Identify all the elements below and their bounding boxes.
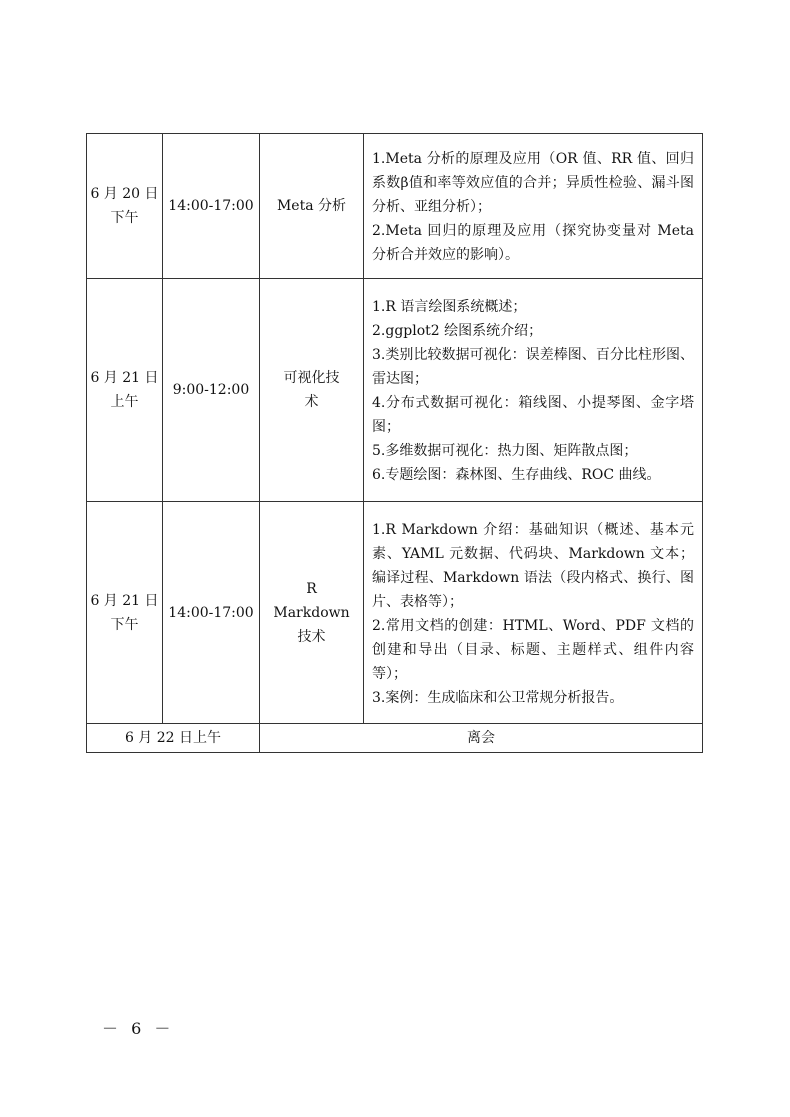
content-cell: 离会	[260, 724, 703, 753]
table-row	[87, 502, 703, 724]
date-cell	[87, 502, 163, 724]
date-cell	[87, 279, 163, 502]
content-item: 2.常用文档的创建：HTML、Word、PDF 文档的创建和导出（目录、标题、主题样式、组件内容等）；	[372, 617, 694, 682]
content-cell	[364, 279, 703, 502]
date-text: 6 月 20 日	[90, 186, 159, 202]
period-text: 下午	[110, 616, 139, 633]
date-text: 6 月 21 日	[90, 592, 159, 609]
content-item: 6.专题绘图：森林图、生存曲线、ROC 曲线。	[372, 467, 661, 483]
table-row	[87, 724, 703, 753]
content-item: 1.Meta 分析的原理及应用（OR 值、RR 值、回归系数β值和率等效应值的合并；异质性检验、漏斗图分析、亚组分析）；	[372, 151, 694, 215]
time-cell: 9:00-12:00	[163, 279, 260, 502]
time-cell: 14:00-17:00	[163, 134, 260, 279]
schedule-table	[86, 133, 703, 753]
table-row	[87, 279, 703, 502]
content-item: 5.多维数据可视化：热力图、矩阵散点图；	[372, 443, 638, 459]
content-item: 3.类别比较数据可视化：误差棒图、百分比柱形图、雷达图；	[372, 347, 694, 387]
content-item: 2.ggplot2 绘图系统介绍；	[372, 323, 543, 339]
content-item: 2.Meta 回归的原理及应用（探究协变量对 Meta 分析合并效应的影响）。	[372, 223, 694, 263]
topic-text: 技术	[297, 628, 326, 645]
topic-text: 术	[304, 394, 319, 410]
topic-text: 可视化技	[283, 370, 340, 386]
period-text: 下午	[110, 210, 139, 226]
topic-cell	[260, 502, 364, 724]
page-number: － 6 －	[102, 1019, 175, 1038]
content-item: 1.R Markdown 介绍：基础知识（概述、基本元素、YAML 元数据、代码块、Markdown 文本；编译过程、Markdown 语法（段内格式、换行、图片、表格等）；	[372, 521, 694, 610]
time-cell: 14:00-17:00	[163, 502, 260, 724]
content-cell	[364, 134, 703, 279]
content-item: 3.案例：生成临床和公卫常规分析报告。	[372, 689, 624, 706]
date-cell	[87, 134, 163, 279]
date-text: 6 月 21 日	[90, 370, 159, 386]
date-cell: 6 月 22 日上午	[87, 724, 260, 753]
topic-text: R	[306, 580, 317, 597]
content-item: 1.R 语言绘图系统概述；	[372, 299, 527, 315]
topic-cell	[260, 134, 364, 279]
content-item: 4.分布式数据可视化：箱线图、小提琴图、金字塔图；	[372, 395, 694, 435]
topic-text: Markdown	[273, 604, 350, 621]
table-row	[87, 134, 703, 279]
content-cell	[364, 502, 703, 724]
topic-cell	[260, 279, 364, 502]
period-text: 上午	[110, 394, 139, 410]
topic-text: Meta 分析	[276, 198, 347, 214]
